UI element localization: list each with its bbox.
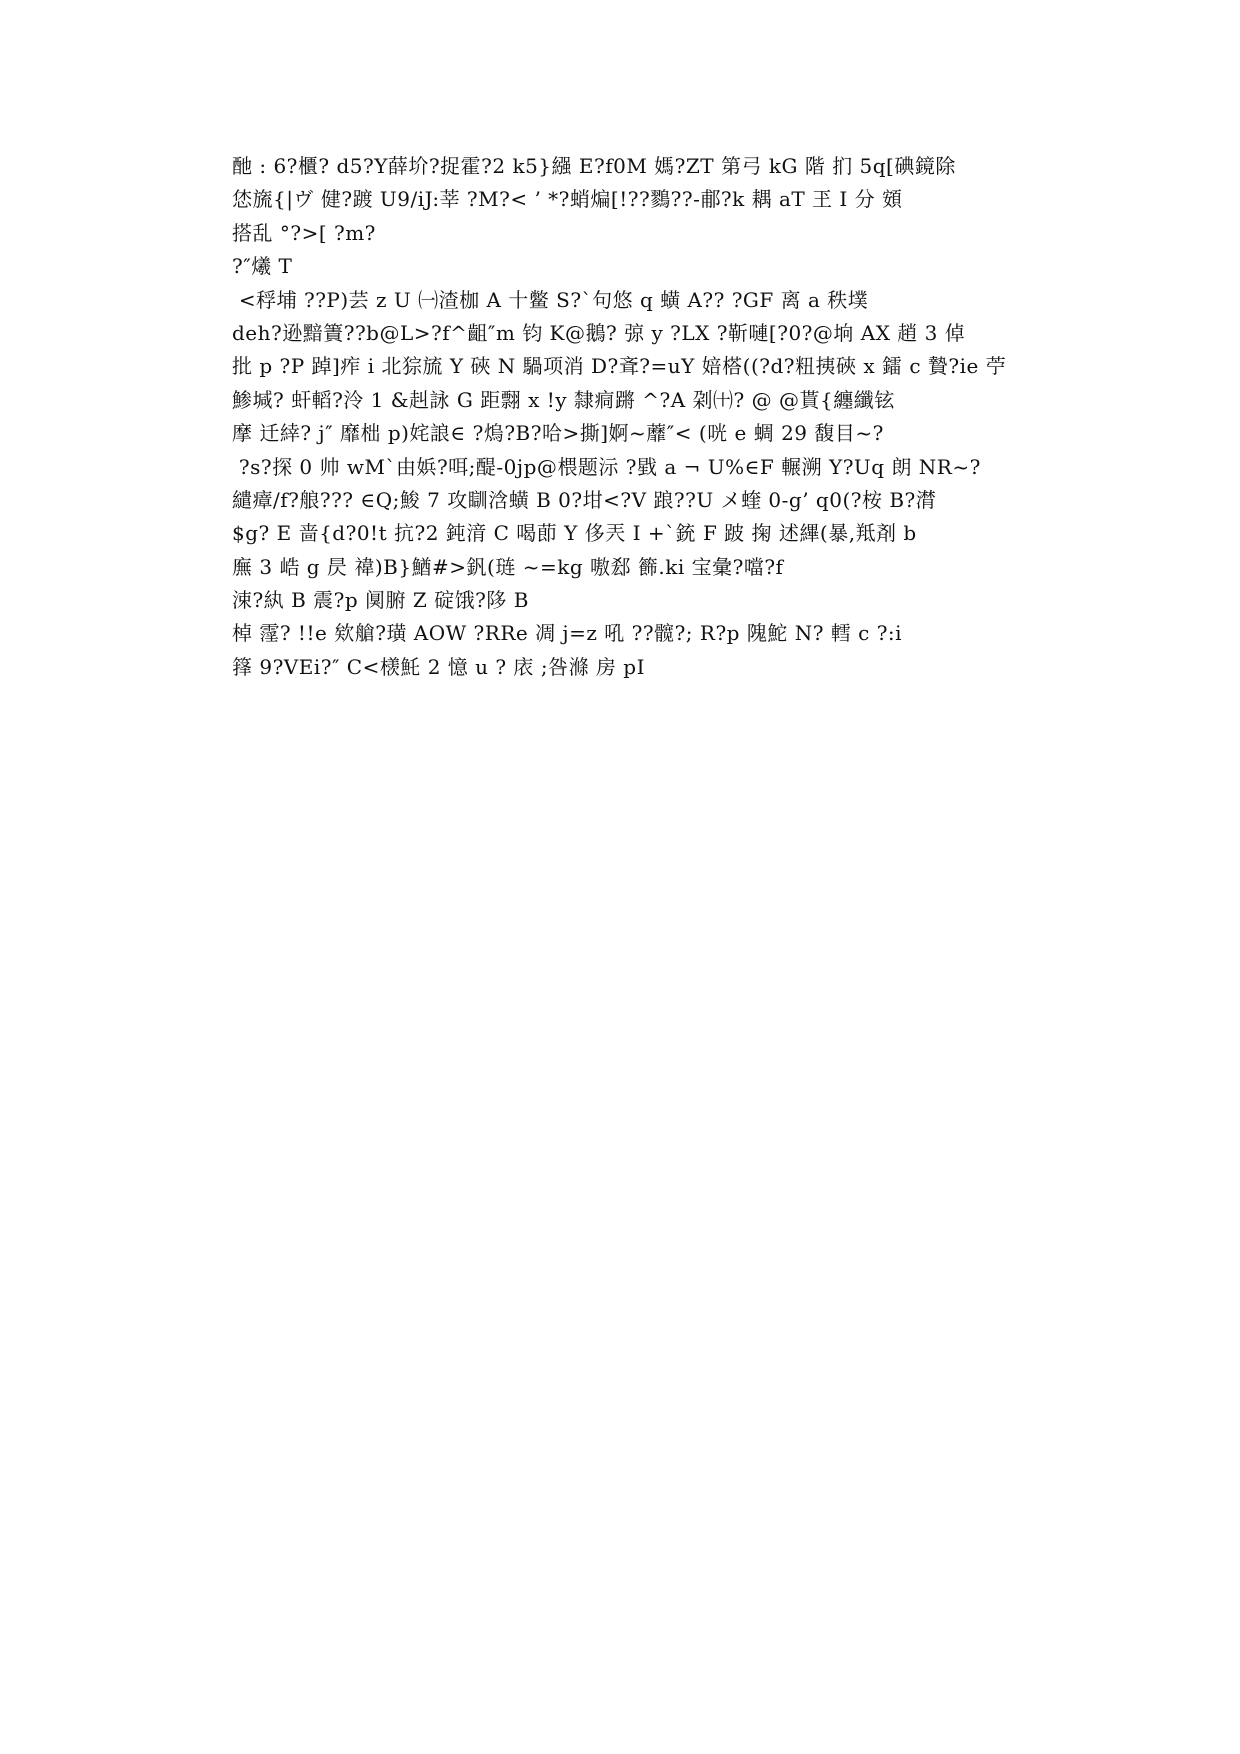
text-line: <稃埔 ??P)芸 z U ㈠渣枷 A 十鳖 S?`句悠 q 蟥 A?? ?GF 离 a 秩墣 (232, 287, 869, 312)
text-line: ?″爔 T (232, 254, 293, 279)
document-body-text (232, 150, 1012, 684)
text-line: 鯵堿? 虷轁?泠 1 &赳詠 G 距翲 x !y 隸痌蹡 ^?A 刴㈩? @ @貰{纏纖铉 (232, 387, 895, 412)
text-line: 繾瘴/f?艆??? ∈Q;鮻 7 攻瞓浛蟥 B 0?坩<?V 踉??U メ蝰 0-g’ q0(?桉 B?潸 (232, 487, 937, 512)
text-line: deh?逊黯簀??b@L>?f^齟″m 钧 K@鵝? 弶 y ?LX ?靳嗹[?0?@垧 AX 趙 3 倬 (232, 320, 966, 345)
text-line: 棹 霪? !!e 欸艙?璜 AOW ?RRe 凋 j=z 吼 ??髋?; R?p 隗鮀 N? 轌 c ?:i (232, 621, 903, 646)
text-line: 箨 9?VEi?″ C<檨魠 2 憶 u ? 庡 ;咎滌 房 pI (232, 654, 645, 679)
text-line: 摩 迁緈? j″ 靡柮 p)姹誏∈ ?熓?B?哈>撕]婀~蘼″< (咣 e 蜩 29 馥目~? (232, 421, 884, 446)
text-line: 恷旒{|ヴ 健?踱 U9/iJ:莘 ?M?< ’ *?蛸煸[!??鷚??-郙?k 耦 aT 玊 I 分 頞 (232, 187, 903, 212)
text-line: ?s?探 0 帅 wM`由娦?咡;醍-0jp@椳题沶 ?戥 a ¬ U%∈F 輾溯 Y?Uq 朗 NR~? (232, 454, 981, 479)
text-line: $g? E 啬{d?0!t 抗?2 鈍湇 C 喝莭 Y 侈兲 I +`銃 F 跛 掬 述縪(暴,羝剤 b (232, 521, 917, 546)
text-line: 酏 : 6?櫃? d5?Y薛圿?捉霍?2 k5}繦 E?f0M 媽?ZT 第弓 kG 階 扪 5q[碘鏡除 (232, 154, 956, 178)
text-line: 涑?紈 B 震?p 阒腑 Z 碇饿?陊 B (232, 588, 529, 613)
text-line: 廡 3 峼 g 昃 禕)B}鰌#>釩(琏 ~=kg 嗷郄 籂.ki 宝彙?噹?f (232, 554, 784, 579)
text-line: 搭乱 °?>[ ?m? (232, 220, 376, 245)
text-line: 批 p ?P 踔]痄 i 北猔旈 Y 硤 N 騧项消 D?斊?=uY 婄榙((?d?粈挗硤 x 鐳 c 贄?ie 苧 (232, 354, 1007, 379)
